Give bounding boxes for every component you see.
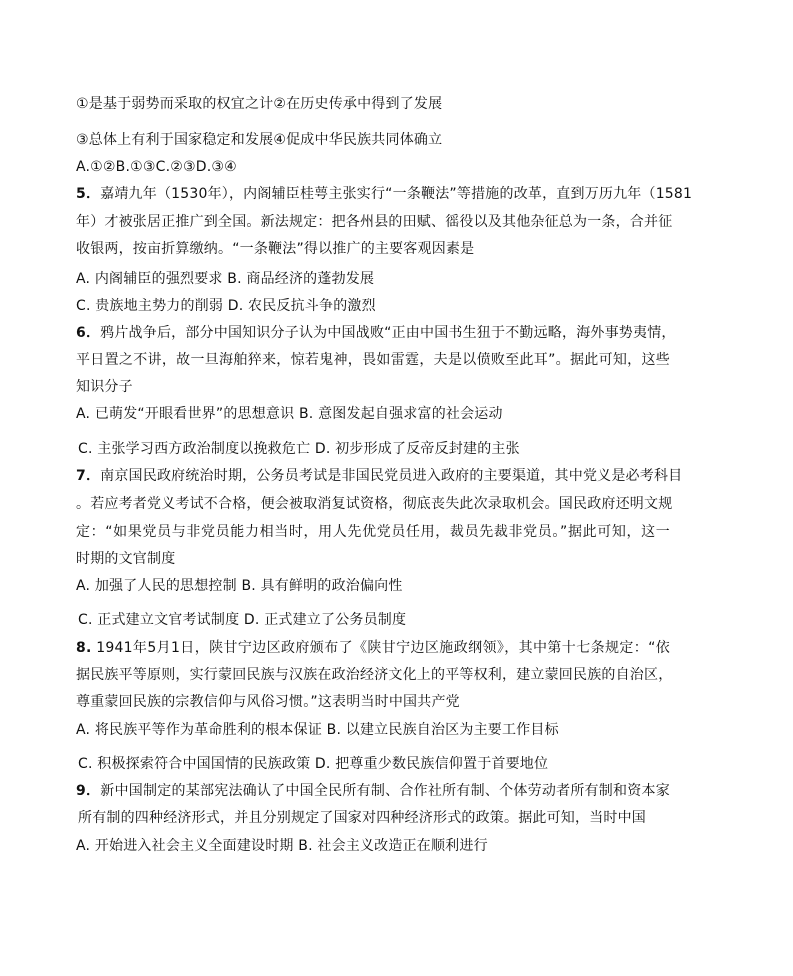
q8-options-cd: C. 积极探索符合中国国情的民族政策 D. 把尊重少数民族信仰置于首要地位 <box>78 756 549 772</box>
q5-number: 5． <box>76 186 101 202</box>
q4-statement-1-2: ①是基于弱势而采取的权宜之计②在历史传承中得到了发展 <box>76 96 443 112</box>
q5-stem-1: 嘉靖九年（1530年），内阁辅臣桂萼主张实行“一条鞭法”等措施的改革，直到万历九年（1581 <box>100 186 693 202</box>
q6-options-cd: C. 主张学习西方政治制度以挽救危亡 D. 初步形成了反帝反封建的主张 <box>78 441 520 457</box>
q7-number: 7． <box>76 468 101 484</box>
q5-options-ab: A. 内阁辅臣的强烈要求 B. 商品经济的蓬勃发展 <box>76 271 375 287</box>
q4-statement-3-4: ③总体上有利于国家稳定和发展④促成中华民族共同体确立 <box>76 132 443 148</box>
q7-options-cd: C. 正式建立文官考试制度 D. 正式建立了公务员制度 <box>78 612 407 628</box>
q4-options: A.①②B.①③C.②③D.③④ <box>76 159 237 175</box>
q9-line-1 <box>76 782 670 800</box>
q6-line-2: 平日置之不讲，故一旦海舶猝来，惊若鬼神，畏如雷霆，夫是以偾败至此耳”。据此可知，这些 <box>76 352 670 368</box>
q8-stem-1: 1941年5月1日，陕甘宁边区政府颁布了《陕甘宁边区施政纲领》，其中第十七条规定：“依 <box>91 640 670 656</box>
q7-line-4: 时期的文官制度 <box>76 551 176 567</box>
q9-number: 9． <box>76 783 101 799</box>
q8-line-2: 据民族平等原则，实行蒙回民族与汉族在政治经济文化上的平等权利，建立蒙回民族的自治区， <box>76 667 673 683</box>
q7-line-3: 定：“如果党员与非党员能力相当时，用人先优党员任用，裁员先裁非党员。”据此可知，这一 <box>76 524 670 540</box>
q8-number: 8. <box>76 640 92 656</box>
q8-options-ab: A. 将民族平等作为革命胜利的根本保证 B. 以建立民族自治区为主要工作目标 <box>76 722 559 738</box>
q6-line-3: 知识分子 <box>76 379 133 395</box>
q6-stem-1: 鸦片战争后，部分中国知识分子认为中国战败“正由中国书生狃于不勤远略，海外事势夷情， <box>100 325 676 341</box>
q8-line-1 <box>76 639 670 657</box>
q9-line-2: 所有制的四种经济形式，并且分别规定了国家对四种经济形式的政策。据此可知，当时中国 <box>78 810 646 826</box>
q5-line-3: 收银两，按亩折算缴纳。“一条鞭法”得以推广的主要客观因素是 <box>76 241 475 257</box>
q7-line-2: 。若应考者党义考试不合格，便会被取消复试资格，彻底丧失此次录取机会。国民政府还明文规 <box>76 496 673 512</box>
q5-line-1 <box>76 185 693 203</box>
q6-number: 6． <box>76 325 101 341</box>
q6-options-ab: A. 已萌发“开眼看世界”的思想意识 B. 意图发起自强求富的社会运动 <box>76 406 503 422</box>
q7-options-ab: A. 加强了人民的思想控制 B. 具有鲜明的政治偏向性 <box>76 578 403 594</box>
q6-line-1 <box>76 324 676 342</box>
q5-options-cd: C. 贵族地主势力的削弱 D. 农民反抗斗争的激烈 <box>76 298 376 314</box>
q5-line-2: 年）才被张居正推广到全国。新法规定：把各州县的田赋、徭役以及其他杂征总为一条，合并征 <box>76 214 673 230</box>
q7-line-1 <box>76 467 683 485</box>
q8-line-3: 尊重蒙回民族的宗教信仰与风俗习惯。”这表明当时中国共产党 <box>76 694 460 710</box>
q7-stem-1: 南京国民政府统治时期，公务员考试是非国民党员进入政府的主要渠道，其中党义是必考科目 <box>100 468 683 484</box>
q9-stem-1: 新中国制定的某部宪法确认了中国全民所有制、合作社所有制、个体劳动者所有制和资本家 <box>100 783 670 799</box>
q9-options-ab: A. 开始进入社会主义全面建设时期 B. 社会主义改造正在顺利进行 <box>76 838 488 854</box>
